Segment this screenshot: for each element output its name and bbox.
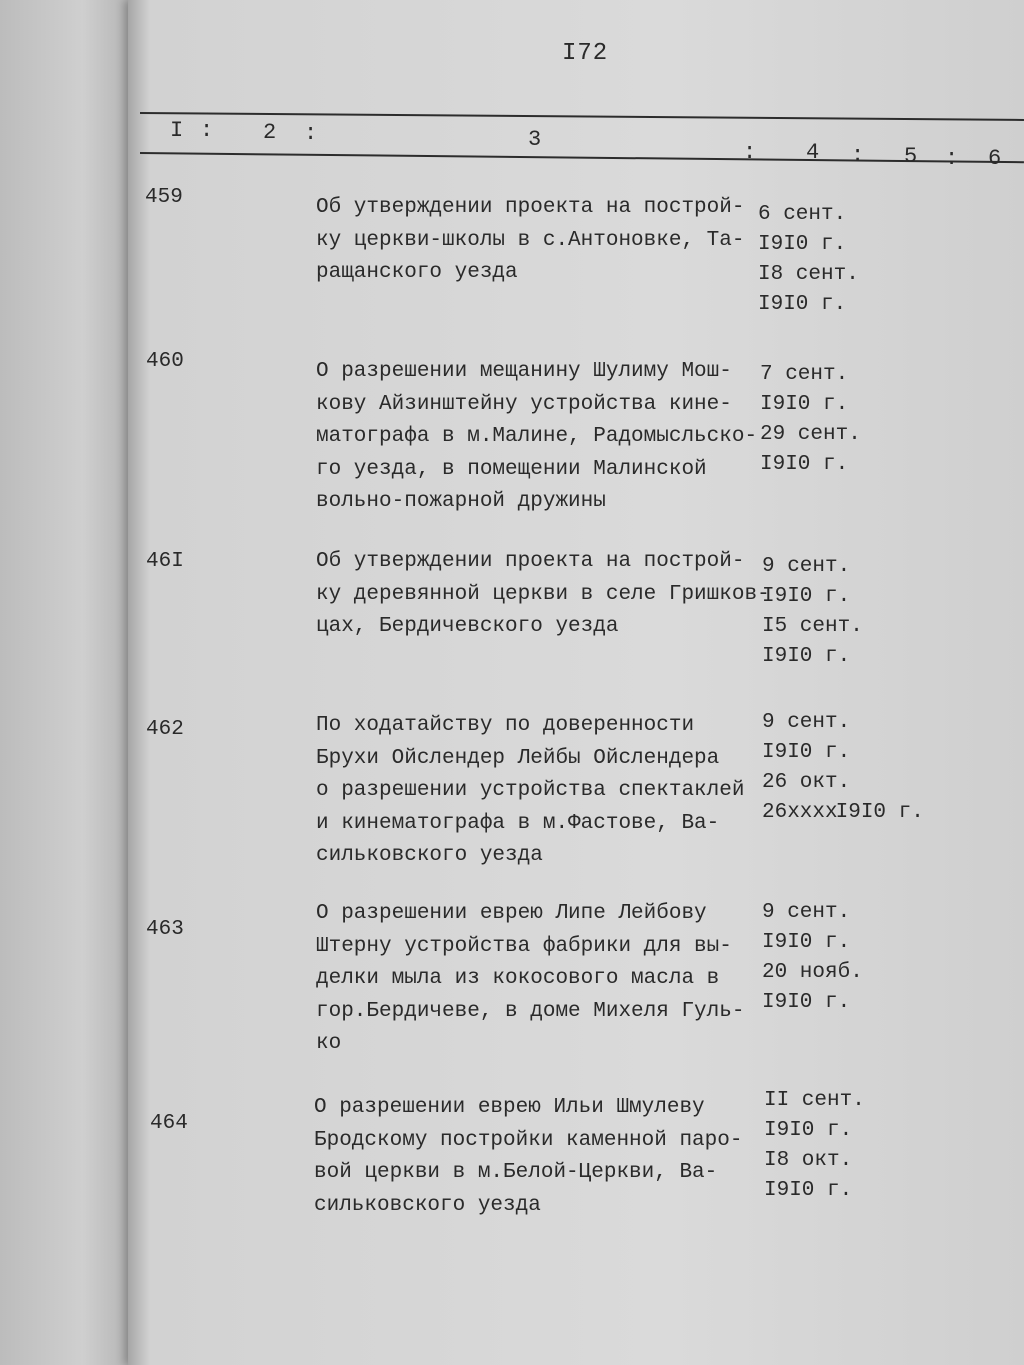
entry-number: 46I xyxy=(146,550,184,573)
page-number: I72 xyxy=(562,40,609,67)
column-separator: : xyxy=(743,140,757,165)
entry-description: О разрешении еврею Липе Лейбову Штерну устройства фабрики для вы- делки мыла из кокосового масла в гор.Бердичеве, в доме Михеля Гуль- ко xyxy=(316,902,745,1055)
entry-number: 464 xyxy=(150,1112,188,1135)
corrected-year: I9I0 г. xyxy=(835,801,924,824)
entry-dates: 9 сент. I9I0 г. 26 окт. 26xxxxI9I0 г. xyxy=(762,708,924,828)
column-header-6: 6 xyxy=(988,146,1002,171)
entry-description: По ходатайству по доверенности Брухи Ойслендер Лейбы Ойслендера о разрешении устройства спектаклей и кинематографа в м.Фастове, Ва- сильковского уезда xyxy=(316,714,745,867)
entry-number: 459 xyxy=(145,186,183,209)
struck-out-date: 26xxxx xyxy=(762,801,838,824)
column-separator: : xyxy=(304,121,318,146)
entry-dates: 6 сент. I9I0 г. I8 сент. I9I0 г. xyxy=(758,203,859,316)
entry-dates: 9 сент. I9I0 г. I5 сент. I9I0 г. xyxy=(762,555,863,668)
entry-number: 463 xyxy=(146,918,184,941)
column-header-5: 5 xyxy=(904,144,918,169)
entry-description: Об утверждении проекта на построй- ку церкви-школы в с.Антоновке, Та- ращанского уезда xyxy=(316,196,745,284)
entry-dates: II сент. I9I0 г. I8 окт. I9I0 г. xyxy=(764,1089,865,1202)
entry-dates: 7 сент. I9I0 г. 29 сент. I9I0 г. xyxy=(760,363,861,476)
column-header-2: 2 xyxy=(263,120,277,145)
entry-number: 462 xyxy=(146,718,184,741)
entry-number: 460 xyxy=(146,350,184,373)
column-header-3: 3 xyxy=(528,127,542,152)
entry-description: О разрешении мещанину Шулиму Мош- кову Айзинштейну устройства кине- матографа в м.Малине, Радомысльско- го уезда, в помещении Малинской вольно-пожарной дружины xyxy=(316,360,758,513)
column-separator: : xyxy=(200,118,214,143)
entry-dates: 9 сент. I9I0 г. 20 нояб. I9I0 г. xyxy=(762,901,863,1014)
column-header-4: 4 xyxy=(806,140,820,165)
entry-description: О разрешении еврею Ильи Шмулеву Бродскому постройки каменной паро- вой церкви в м.Белой-Церкви, Ва- сильковского уезда xyxy=(314,1096,743,1217)
column-separator: : xyxy=(945,146,959,171)
entry-description: Об утверждении проекта на построй- ку деревянной церкви в селе Гришков- цах, Бердичевского уезда xyxy=(316,550,770,638)
column-separator: : xyxy=(851,143,865,168)
column-header-1: I xyxy=(170,118,184,143)
